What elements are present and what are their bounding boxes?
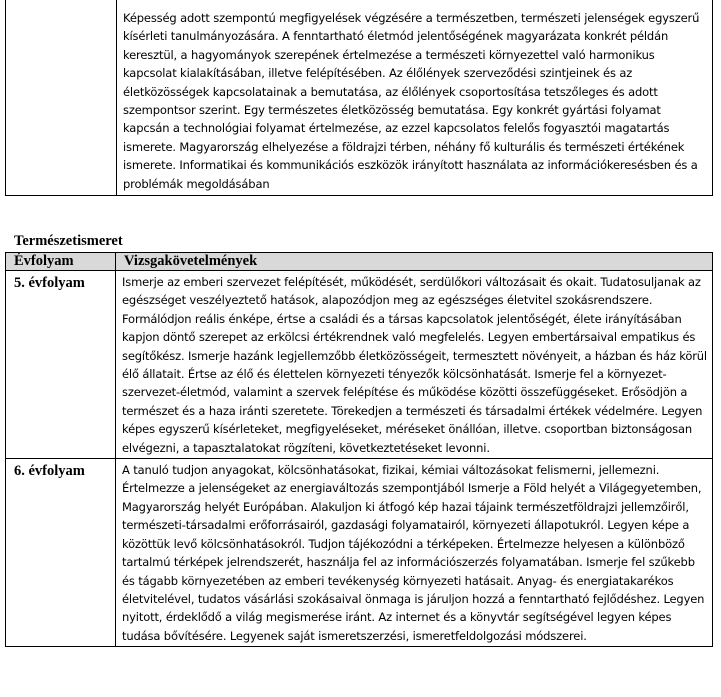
column-header-requirements: Vizsgakövetelmények [116,253,713,271]
grade-label: 5. évfolyam [6,271,116,459]
exam-requirements-table [5,252,713,647]
column-header-grade: Évfolyam [6,253,116,271]
requirements-text: Képesség adott szempontú megfigyelések végzésére a természetben, természeti jelenségek egyszerű kísérleti tanulmányozására. A fenntartható életmód jelentőségének magyarázata konkrét példán keresztül, a hagyományok szerepének értelmezése a természeti környezettel való harmonikus kapcsolat kialakításában, illetve felépítésében. Az élőlények szerveződési szintjeinek és az életközösségek kapcsolatainak a bemutatása, az élőlények csoportosítása tetszőleges és adott szempontsor szerint. Egy természetes életközösség bemutatása. Egy konkrét gyártási folyamat kapcsán a technológiai folyamat értelmezése, az ezzel kapcsolatos felelős fogyasztói magatartás ismerete. Magyarország elhelyezése a földrajzi térben, néhány fő kulturális és természeti értékének ismerete. Informatikai és kommunikációs eszközök irányított használata az információkeresésben és a problémák megoldásában [117,0,713,196]
previous-requirements-table [5,0,713,196]
requirements-text: Ismerje az emberi szervezet felépítését, működését, serdülőkori változásait és okait. Tudatosuljanak az egészséget veszélyeztető hatások, alapozódjon meg az egészséges életvitel szokásrendszere. Formálódjon reális énképe, értse a családi és a társas kapcsolatok jelentőségét, élete irányításában kapjon döntő szerepet az erkölcsi értékrendnek való megfelelés. Legyen embertársaival empatikus és segítőkész. Ismerje hazánk legjellemzőbb életközösségeit, termesztett növényeit, a házban és ház körül élő állatait. Értse az élő és élettelen környezeti tényezők kölcsönhatását. Ismerje fel a környezet-szervezet-életmód, valamint a szervek felépítése és működése közötti összefüggéseket. Erősödjön a természet és a haza iránti szeretete. Törekedjen a természeti és társadalmi értékek védelmére. Legyen képes egyszerű kísérleteket, megfigyeléseket, méréseket önállóan, illetve. csoportban biztonságosan elvégezni, a tapasztalatokat rögzíteni, következtetéseket levonni. [116,271,713,459]
grade-label: 6. évfolyam [6,459,116,647]
requirements-text: A tanuló tudjon anyagokat, kölcsönhatásokat, fizikai, kémiai változásokat felismerni, jellemezni. Értelmezze a jelenségeket az energiaváltozás szempontjából Ismerje a Föld helyét a Világegyetemben, Magyarország helyét Európában. Alakuljon ki átfogó kép hazai tájaink természetföldrajzi jellemzőiről, természeti-társadalmi erőforrásairól, gazdasági folyamatairól, környezeti állapotukról. Legyen képe a közöttük levő kölcsönhatásokról. Tudjon tájékozódni a térképeken. Értelmezze helyesen a különböző tartalmú térképek jelrendszerét, használja fel az információszerzés folyamatában. Ismerje fel szűkebb és tágabb környezetében az emberi tevékenység környezeti hatásait. Anyag- és energiatakarékos életvitelével, tudatos vásárlási szokásaival önmaga is járuljon hozzá a fenntartható fejlődéshez. Legyen nyitott, érdeklődő a világ megismerése iránt. Az internet és a könyvtár segítségével legyen képes tudása bővítésére. Legyenek saját ismeretszerzési, ismeretfeldolgozási módszerei. [116,459,713,647]
empty-grade-cell [6,0,117,196]
table-row [6,0,713,196]
table-header-row [6,253,713,271]
table-row [6,459,713,647]
table-row [6,271,713,459]
section-title: Természetismeret [14,233,123,249]
